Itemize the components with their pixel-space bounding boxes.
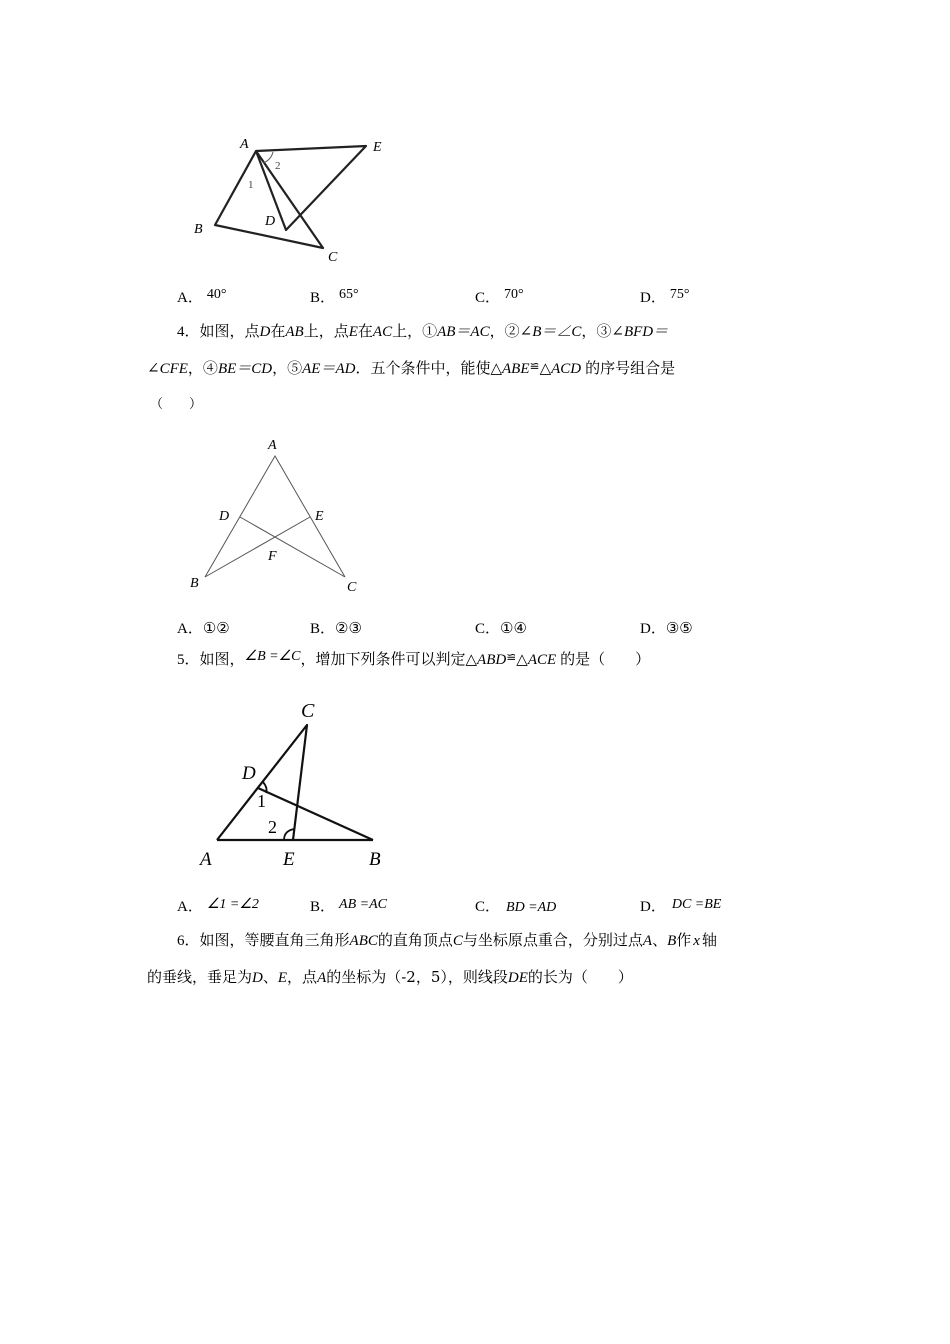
q3-label-1: 1 <box>248 179 254 191</box>
q5-line1: 5．如图，∠B =∠C，增加下列条件可以判定△ABD≌△ACE 的是（ ） <box>177 649 651 668</box>
q5-option-a[interactable] <box>177 895 259 916</box>
q3-option-b-label: B． <box>310 290 336 306</box>
q3-option-a-value: 40° <box>206 287 227 302</box>
q5-figure <box>195 695 395 870</box>
q5-option-c-value: BD =AD <box>506 900 557 915</box>
q4-label-e: E <box>315 509 324 524</box>
q3-option-c-value: 70° <box>504 287 524 302</box>
q5-label-1: 1 <box>257 791 266 811</box>
q5-option-a-value: ∠1 =∠2 <box>206 897 259 912</box>
q3-option-a[interactable] <box>177 286 226 307</box>
q4-option-b-value: ②③ <box>335 619 362 637</box>
q4-label-b: B <box>190 576 199 591</box>
q3-figure <box>185 130 395 270</box>
q4-option-a[interactable] <box>177 617 230 638</box>
q4-option-c[interactable] <box>475 617 527 638</box>
q3-label-d: D <box>265 214 276 229</box>
q6-line1: 6．如图，等腰直角三角形ABC的直角顶点C与坐标原点重合，分别过点A、B作 x 轴 <box>177 931 717 949</box>
q4-line1: 4．如图，点D在AB上，点E在AC上，①AB＝AC，②∠B＝∠C，③∠BFD＝ <box>177 322 669 340</box>
q4-label-d: D <box>219 509 230 524</box>
q5-label-a: A <box>200 849 212 870</box>
q3-label-e: E <box>373 140 382 155</box>
q3-angle-arc <box>263 152 273 163</box>
q5-option-a-label: A． <box>177 899 203 915</box>
q6-line2: 的垂线，垂足为D、E，点A的坐标为（-2，5），则线段DE的长为（ ） <box>147 968 633 986</box>
q3-option-a-label: A． <box>177 290 203 306</box>
q4-option-c-label: C． <box>475 621 501 637</box>
q4-label-c: C <box>347 580 357 595</box>
q3-option-b[interactable] <box>310 286 359 307</box>
q3-label-c: C <box>328 250 338 265</box>
q3-option-c-label: C． <box>475 290 501 306</box>
q5-label-2: 2 <box>268 817 277 837</box>
q3-option-d-label: D． <box>640 290 666 306</box>
q4-label-f: F <box>268 549 277 564</box>
q3-label-b: B <box>194 222 203 237</box>
q4-line2: ∠CFE，④BE＝CD，⑤AE＝AD．五个条件中，能使△ABE≌△ACD 的序号组合是 <box>147 359 676 377</box>
q5-option-c[interactable] <box>475 895 556 916</box>
q5-option-d-label: D． <box>640 899 666 915</box>
q4-figure <box>185 432 365 597</box>
q3-option-b-value: 65° <box>339 287 359 302</box>
q4-option-a-label: A． <box>177 621 203 637</box>
q4-option-d-label: D． <box>640 621 666 637</box>
q5-label-b: B <box>369 849 381 870</box>
q4-option-c-value: ①④ <box>500 619 527 637</box>
q4-option-b-label: B． <box>310 621 336 637</box>
q5-option-d-value: DC =BE <box>671 897 722 912</box>
q3-label-a: A <box>240 137 249 152</box>
q4-line-bd-to-c <box>240 517 345 577</box>
q3-option-d-value: 75° <box>669 287 690 302</box>
q4-label-a: A <box>268 438 277 453</box>
q3-option-c[interactable] <box>475 286 524 307</box>
q5-label-e: E <box>283 849 295 870</box>
q3-triangle-abc <box>215 151 323 248</box>
q5-label-c: C <box>301 700 315 722</box>
q5-option-c-label: C． <box>475 899 501 915</box>
q3-label-2: 2 <box>275 160 281 172</box>
q4-option-d[interactable] <box>640 617 693 638</box>
q4-option-d-value: ③⑤ <box>665 619 693 637</box>
q5-label-d: D <box>242 763 256 784</box>
q4-line3: （ ） <box>150 397 203 412</box>
q5-option-d[interactable] <box>640 895 721 916</box>
q5-option-b-label: B． <box>310 899 336 915</box>
q5-option-b-value: AB =AC <box>339 897 387 912</box>
q5-triangle-outline <box>217 725 307 840</box>
q4-option-b[interactable] <box>310 617 362 638</box>
q4-option-a-value: ①② <box>202 619 230 637</box>
q3-option-d[interactable] <box>640 286 689 307</box>
q4-line-be-to-b <box>205 517 310 577</box>
q5-option-b[interactable] <box>310 895 387 916</box>
